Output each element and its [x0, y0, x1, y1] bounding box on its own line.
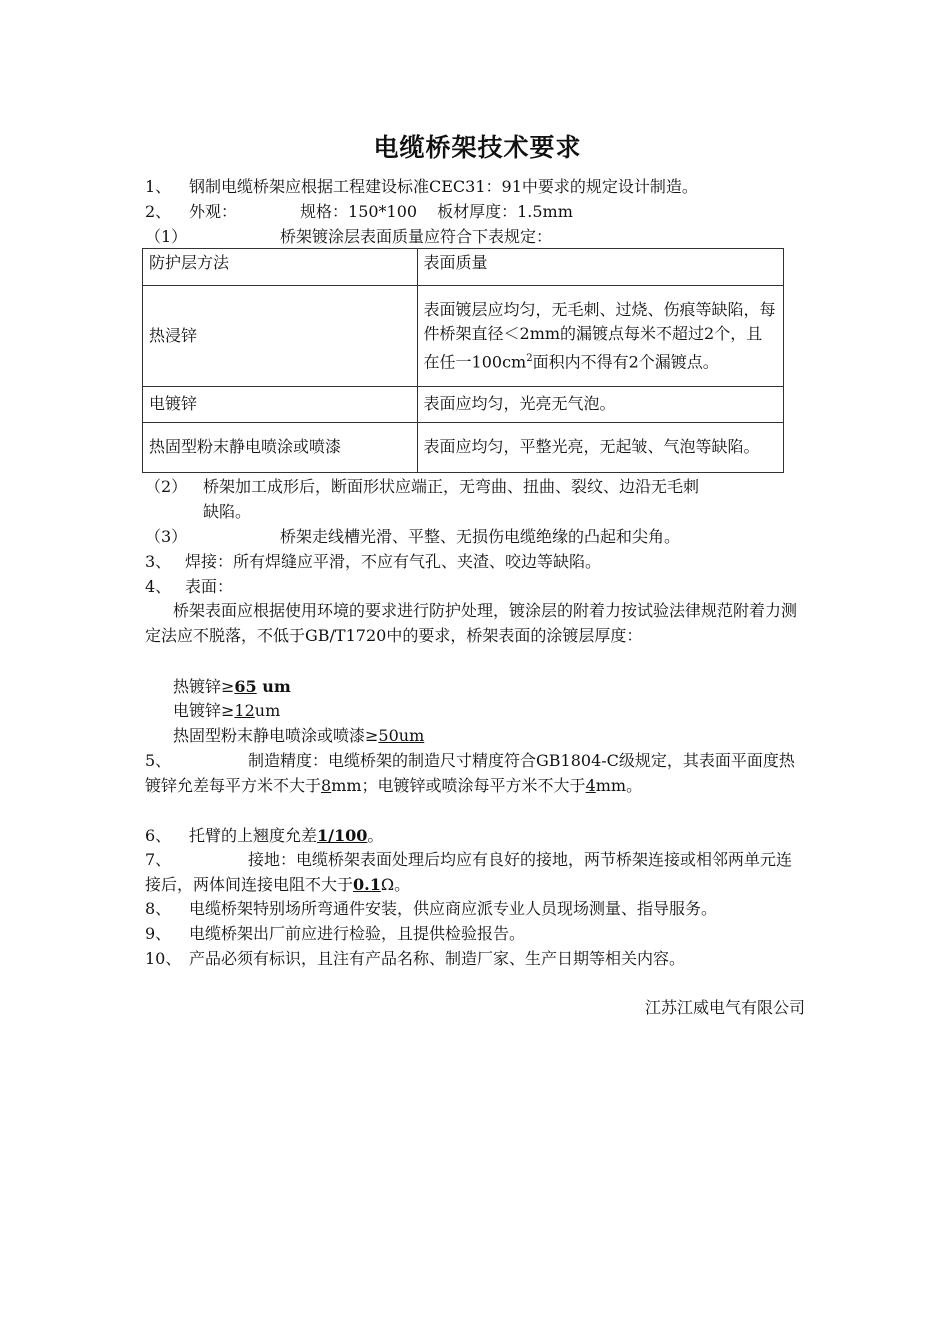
item-number: 1、 [145, 177, 172, 196]
item-text: 表面： [185, 577, 234, 596]
item-text: 产品必须有标识，且注有产品名称、制造厂家、生产日期等相关内容。 [189, 949, 686, 968]
table-row [143, 286, 784, 387]
item-text: 焊接：所有焊缝应平滑，不应有气孔、夹渣、咬边等缺陷。 [185, 552, 602, 571]
item-8 [145, 898, 717, 920]
table-cell-quality: 表面应均匀，光亮无气泡。 [417, 387, 783, 423]
table-row [143, 423, 784, 473]
table-header-cell: 表面质量 [417, 249, 783, 286]
item-number: 7、 [145, 850, 172, 869]
item-9 [145, 923, 525, 945]
thickness-text: 板材厚度：1.5mm [437, 202, 573, 221]
table-cell-method: 电镀锌 [143, 387, 418, 423]
subitem-number: （1） [145, 227, 188, 246]
item-1 [145, 176, 698, 198]
item-number: 6、 [145, 826, 172, 845]
spec-text: 规格：150*100 [300, 202, 418, 221]
table-header-cell: 防护层方法 [143, 249, 418, 286]
item-number: 8、 [145, 899, 172, 918]
thickness-powder: 热固型粉末静电喷涂或喷漆≥50um [173, 726, 425, 745]
company-name: 江苏江威电气有限公司 [644, 998, 805, 1017]
item-7: 7、 接地：电缆桥架表面处理后均应有良好的接地，两节桥架连接或相邻两单元连接后，两体间连接电阻不大于0.1Ω。 [145, 850, 793, 894]
thickness-electro: 电镀锌≥12um [173, 701, 281, 720]
item-4 [145, 576, 233, 598]
item-number: 9、 [145, 924, 172, 943]
item-10 [145, 948, 685, 970]
subitem-number: （3） [145, 527, 188, 546]
table-header-row [143, 249, 784, 286]
subitem-1 [145, 226, 552, 248]
document-title: 电缆桥架技术要求 [373, 133, 582, 162]
item-number: 3、 [145, 552, 172, 571]
subitem-3 [145, 526, 680, 548]
table-cell-quality: 表面镀层应均匀，无毛刺、过烧、伤痕等缺陷，每件桥架直径＜2mm的漏镀点每米不超过2个，且在任一$100cm^2$面积内不得有2个漏镀点。 [417, 286, 783, 387]
table-cell-method: 热浸锌 [143, 286, 418, 387]
item-text: 钢制电缆桥架应根据工程建设标准CEC31：91中要求的规定设计制造。 [189, 177, 698, 196]
subitem-text: 桥架镀涂层表面质量应符合下表规定： [280, 227, 553, 246]
item-number: 2、 [145, 202, 172, 221]
subitem-2-continuation: 缺陷。 [203, 502, 252, 521]
item-text: 电缆桥架出厂前应进行检验，且提供检验报告。 [189, 924, 526, 943]
item-number: 5、 [145, 751, 172, 770]
item-number: 4、 [145, 577, 172, 596]
item-label: 外观： [189, 202, 238, 221]
table-cell-method: 热固型粉末静电喷涂或喷漆 [143, 423, 418, 473]
coating-quality-table [142, 248, 784, 473]
item-3 [145, 551, 601, 573]
subitem-text: 桥架加工成形后，断面形状应端正，无弯曲、扭曲、裂纹、边沿无毛刺 [203, 477, 700, 496]
item-text: 电缆桥架特别场所弯通件安装，供应商应派专业人员现场测量、指导服务。 [189, 899, 718, 918]
subitem-text: 桥架走线槽光滑、平整、无损伤电缆绝缘的凸起和尖角。 [280, 527, 681, 546]
subitem-2 [145, 476, 699, 498]
item-number: 10、 [145, 949, 182, 968]
item-4-paragraph: 桥架表面应根据使用环境的要求进行防护处理，镀涂层的附着力按试验法律规范附着力测定法应不脱落，不低于GB/T1720中的要求，桥架表面的涂镀层厚度： [145, 601, 798, 645]
item-6: 6、 托臂的上翘度允差1/100。 [145, 826, 384, 845]
thickness-hot-dip: 热镀锌≥65 um [173, 677, 291, 696]
table-cell-quality: 表面应均匀，平整光亮，无起皱、气泡等缺陷。 [417, 423, 783, 473]
item-2 [145, 201, 573, 223]
item-5: 5、 制造精度：电缆桥架的制造尺寸精度符合GB1804-C级规定，其表面平面度热镀锌允差每平方米不大于8mm；电镀锌或喷涂每平方米不大于4mm。 [145, 751, 795, 795]
subitem-number: （2） [145, 477, 188, 496]
table-row [143, 387, 784, 423]
